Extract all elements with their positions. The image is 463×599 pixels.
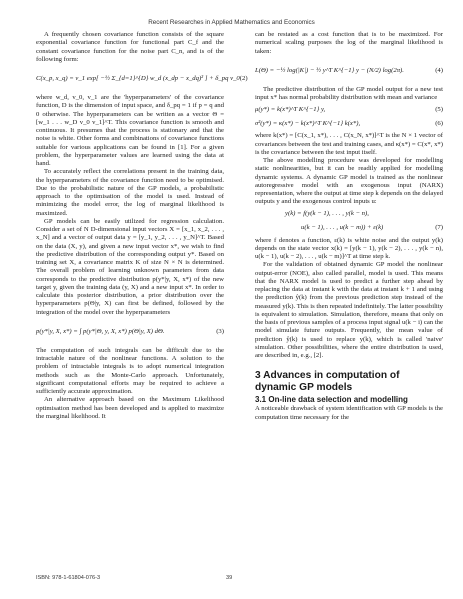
equation-6: [255, 118, 443, 130]
right-column: [255, 31, 443, 422]
equation-body: y(k) = f(y(k − 1), . . . , y(k − n),: [285, 210, 369, 218]
equation-4: [255, 58, 443, 84]
equation-body: σ²(y*) = κ(x*) − k(x*)^T K^{−1} k(x*),: [255, 120, 361, 128]
equation-body: u(k − 1), . . . , u(k − m)) + ε(k): [301, 224, 384, 232]
paragraph: where f denotes a function, ε(k) is white noise and the output y(k) depends on the state vector x(k) = [y(k − 1), y(k − 2), . . . , y(k − n), u(k − 1), u(k − 2), . . . , u(k − m)]^T at time step k.: [255, 236, 443, 260]
equation-body: L(Θ) = −½ log(|K|) − ½ y^T K^{−1} y − (N/2) log(2π).: [255, 66, 404, 74]
paragraph: where w_d, v_0, v_1 are the 'hyperparameters' of the covariance function, D is the dimension of input space, and δ_pq = 1 if p = q and 0 otherwise. The hyperparameters can be written as a vector Θ = [w_1 . . . w_D v_0 v_1]^T. This covariance function is smooth and continuous. It presumes that the process is stationary and that the noise is white. Other forms and combinations of covariance functions suitable for various applications can be found in [1]. For a given problem, the hyperparameter values are learned using the data at hand.: [36, 94, 224, 167]
paragraph: where k(x*) = [C(x_1, x*), . . . , C(x_N, x*)]^T is the N × 1 vector of covariances between the test and training cases, and κ(x*) = C(x*, x*) is the covariance between the test input itself.: [255, 132, 443, 156]
equation-body: C(x_p, x_q) = v_1 exp[ −½ Σ_{d=1}^{D} w_d (x_dp − x_dq)² ] + δ_pq v_0: [36, 74, 240, 82]
left-column: [36, 31, 248, 421]
isbn-text: ISBN: 978-1-61804-076-3: [36, 575, 101, 581]
equation-number: (2): [239, 74, 248, 82]
paragraph: To accurately reflect the correlations present in the training data, the hyperparameters of the covariance function need to be optimised. Due to the probabilistic nature of the GP models, a probabilistic approach to the optimisation of the model is used. Instead of minimizing the model error, the log of marginal likelihood is maximized.: [36, 168, 224, 217]
paragraph: GP models can be easily utilized for regression calculation. Consider a set of N D-dimensional input vectors X = [x_1, x_2, . . . , x_N] and a vector of output data y = [y_1, y_2, . . . , y_N]^T. Based on the data (X, y), and given a new input vector x*, we wish to find the predictive distribution of the corresponding output y*. Based on training set X, a covariance matrix K of size N × N is determined. The overall problem of learning unknown parameters from data corresponds to the predictive distribution p(y*|y, X, x*) of the new target y, given the training data (y, X) and a new input x*. In order to calculate this posterior distribution, a prior distribution over the hyperparameters p(Θ|y, X) can first be defined, followed by the integration of the model over the hyperparameters: [36, 217, 224, 316]
paragraph: The computation of such integrals can be difficult due to the intractable nature of the nonlinear functions. A solution to the problem of intractable integrals is to adopt numerical integration methods such as the Monte-Carlo approach. Unfortunately, significant computational efforts may be required to achieve a sufficiently accurate approximation.: [36, 346, 224, 395]
paragraph: A noticeable drawback of system identification with GP models is the computation time necessary for the: [255, 405, 443, 421]
paragraph: An alternative approach based on the Maximum Likelihood optimisation method has been developed and is applied to maximize the marginal likelihood. It: [36, 396, 224, 420]
equation-3: [36, 319, 224, 345]
page-number: 39: [226, 575, 233, 581]
paragraph: The above modelling procedure was developed for modelling static nonlinearities, but it can be readily applied for modelling dynamic systems. A dynamic GP model is trained as the nonlinear autoregressive model with an exogenous input (NARX) representation, where the output at time step k depends on the delayed outputs y and the exogenous control inputs u:: [255, 157, 443, 206]
equation-7a: [255, 209, 443, 221]
equation-number: (5): [435, 106, 443, 114]
equation-number: (7): [435, 224, 443, 232]
equation-body: μ(y*) = k(x*)^T K^{−1} y,: [255, 106, 326, 114]
paragraph: A frequently chosen covariance function consists of the square exponential covariance function for functional part C_f and the constant covariance function for the noise part C_n, and is of the following form:: [36, 31, 224, 63]
section-title: 3 Advances in computation of dynamic GP models: [255, 370, 400, 393]
paragraph: For the validation of obtained dynamic GP model the nonlinear output-error (NOE), also called parallel, model is used. This means that the NARX model is used to predict a further step ahead by replacing the data at instant k with the data at instant k + 1 and using the prediction ŷ(k) from the previous prediction step instead of the measured y(k). This is then repeated indefinitely. The latter possibility is equivalent to simulation. Simulation, therefore, means that only on the basis of previous samples of a process input signal u(k − i) can the model simulate future outputs. Frequently, the mean value of prediction ŷ(k) is used to replace y(k), which is called 'naive' simulation. Other possibilities, where the entire distribution is used, are described in, e.g., [2].: [255, 261, 443, 359]
equation-body: p(y*|y, X, x*) = ∫ p(y*|Θ, y, X, x*) p(Θ|y, X) dΘ.: [36, 327, 165, 335]
equation-7b: [255, 223, 443, 235]
subsection-title: 3.1 On-line data selection and modelling: [255, 395, 408, 405]
paragraph: can be restated as a cost function that is to be maximized. For numerical scaling purposes the log of the marginal likelihood is taken:: [255, 31, 443, 55]
equation-2: [36, 66, 248, 92]
equation-number: (3): [216, 327, 224, 335]
paragraph: The predictive distribution of the GP model output for a new test input x* has normal probability distribution with mean and variance: [255, 85, 443, 101]
running-header: Recent Researches in Applied Mathematics and Economics: [148, 19, 315, 26]
equation-number: (4): [435, 66, 443, 74]
equation-5: [255, 104, 443, 116]
equation-number: (6): [435, 120, 443, 128]
